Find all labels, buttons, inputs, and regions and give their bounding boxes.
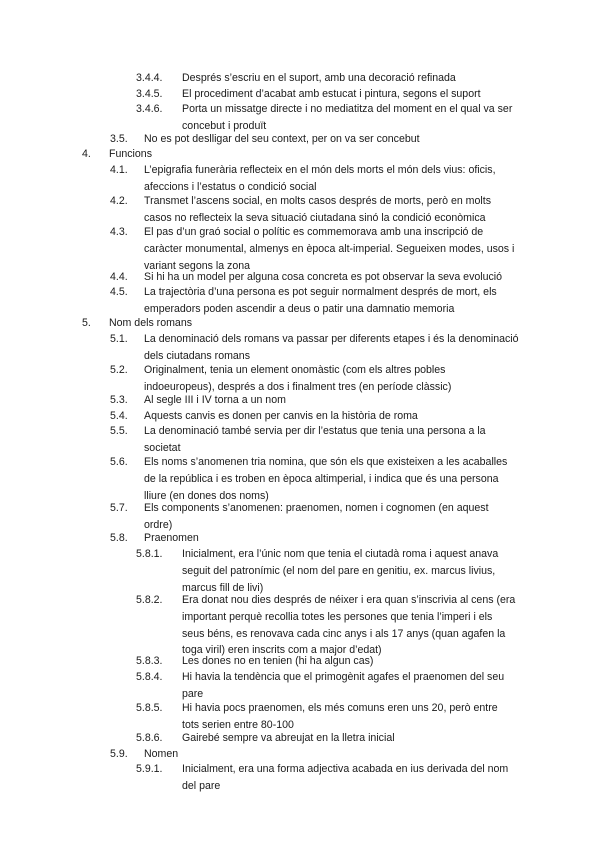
- list-item: [0, 193, 600, 227]
- item-text: No es pot deslligar del seu context, per on va ser concebut: [144, 133, 420, 145]
- list-item: [0, 362, 600, 396]
- item-text: Nom dels romans: [109, 317, 193, 329]
- list-item: [0, 162, 600, 196]
- item-number: 5.7.: [110, 502, 128, 514]
- list-item: [0, 500, 600, 534]
- item-text: Hi havia la tendència que el primogènit agafes el praenomen del seu pare: [182, 671, 505, 700]
- item-number: 5.5.: [110, 425, 128, 437]
- item-number: 4.5.: [110, 286, 128, 298]
- list-item: [0, 592, 600, 659]
- list-item: [0, 669, 600, 703]
- list-item: [0, 423, 600, 457]
- item-text: La denominació dels romans va passar per diferents etapes i és la denominació dels ciutadans romans: [144, 333, 519, 362]
- list-item: [0, 530, 600, 547]
- item-number: 5.8.1.: [136, 548, 163, 560]
- item-number: 3.4.5.: [136, 88, 163, 100]
- item-text: La denominació també servia per dir l’estatus que tenia una persona a la societat: [144, 425, 486, 454]
- item-text: Originalment, tenia un element onomàstic (com els altres pobles indoeuropeus), després a dos i finalment tres (en període clàssic): [144, 364, 452, 393]
- item-text: Transmet l’ascens social, en molts casos després de morts, però en molts casos no reflecteix la seva situació ciutadana sinó la condició econòmica: [144, 195, 491, 224]
- list-item: [0, 700, 600, 734]
- item-text: La trajectòria d’una persona es pot seguir normalment després de mort, els emperadors poden ascendir a deus o patir una damnatio memoria: [144, 286, 497, 315]
- item-number: 3.4.6.: [136, 103, 163, 115]
- item-number: 4.3.: [110, 226, 128, 238]
- list-item: [0, 392, 600, 409]
- item-text: Era donat nou dies després de néixer i era quan s’inscrivia al cens (era important perquè recollia totes les persones que tenia l’imperi i els seus béns, es renovava cada cinc anys i als 17 anys (quan agafen la toga viril) eren inscrits com a major d’edat): [182, 594, 516, 657]
- item-text: Aquests canvis es donen per canvis en la història de roma: [144, 410, 418, 422]
- item-text: Hi havia pocs praenomen, els més comuns eren uns 20, però entre tots serien entre 80-100: [182, 702, 498, 731]
- item-number: 4.1.: [110, 164, 128, 176]
- item-text: Praenomen: [144, 532, 199, 544]
- item-number: 5.8.2.: [136, 594, 163, 606]
- item-number: 5.3.: [110, 394, 128, 406]
- list-item: [0, 284, 600, 318]
- item-text: L’epigrafia funerària reflecteix en el món dels morts el món dels vius: oficis, afeccions i l’estatus o condició social: [144, 164, 496, 193]
- list-item: [0, 70, 600, 87]
- item-text: Si hi ha un model per alguna cosa concreta es pot observar la seva evolució: [144, 271, 503, 283]
- item-number: 5.4.: [110, 410, 128, 422]
- list-item: [0, 546, 600, 596]
- item-text: Inicialment, era l’únic nom que tenia el ciutadà roma i aquest anava seguit del patronímic (el nom del pare en genitiu, ex. marcus livius, marcus fill de livi): [182, 548, 499, 594]
- item-text: Els noms s’anomenen tria nomina, que són els que existeixen a les acaballes de la república i es troben en època altimperial, i indica que és una persona lliure (en dones dos noms): [144, 456, 508, 502]
- item-text: Després s’escriu en el suport, amb una decoració refinada: [182, 72, 456, 84]
- item-number: 5.8.6.: [136, 732, 163, 744]
- item-number: 5.9.1.: [136, 763, 163, 775]
- list-item: [0, 224, 600, 274]
- item-number: 3.4.4.: [136, 72, 163, 84]
- list-item: [0, 761, 600, 795]
- list-item: [0, 653, 600, 670]
- item-text: El pas d’un graó social o polític es commemorava amb una inscripció de caràcter monumental, almenys en època alt-imperial. Segueixen modes, usos i variant segons la zona: [144, 226, 515, 272]
- item-number: 5.6.: [110, 456, 128, 468]
- item-number: 4.4.: [110, 271, 128, 283]
- list-item: [0, 101, 600, 135]
- item-text: Els components s’anomenen: praenomen, nomen i cognomen (en aquest ordre): [144, 502, 489, 531]
- item-number: 3.5.: [110, 133, 128, 145]
- item-number: 5.9.: [110, 748, 128, 760]
- item-text: El procediment d’acabat amb estucat i pintura, segons el suport: [182, 88, 481, 100]
- item-text: Nomen: [144, 748, 179, 760]
- item-number: 4.2.: [110, 195, 128, 207]
- item-text: Al segle III i IV torna a un nom: [144, 394, 286, 406]
- item-number: 5.1.: [110, 333, 128, 345]
- list-item: [0, 146, 600, 163]
- item-number: 5.8.5.: [136, 702, 163, 714]
- item-number: 5.8.3.: [136, 655, 163, 667]
- item-number: 5.2.: [110, 364, 128, 376]
- item-number: 5.8.: [110, 532, 128, 544]
- item-text: Funcions: [109, 148, 152, 160]
- list-item: [0, 454, 600, 504]
- item-text: Inicialment, era una forma adjectiva acabada en ius derivada del nom del pare: [182, 763, 509, 792]
- item-text: Porta un missatge directe i no mediatitza del moment en el qual va ser concebut i produït: [182, 103, 513, 132]
- list-item: [0, 730, 600, 747]
- item-text: Les dones no en tenien (hi ha algun cas): [182, 655, 374, 667]
- item-text: Gairebé sempre va abreujat en la lletra inicial: [182, 732, 395, 744]
- item-number: 5.: [82, 317, 91, 329]
- list-item: [0, 331, 600, 365]
- item-number: 4.: [82, 148, 91, 160]
- list-item: [0, 315, 600, 332]
- item-number: 5.8.4.: [136, 671, 163, 683]
